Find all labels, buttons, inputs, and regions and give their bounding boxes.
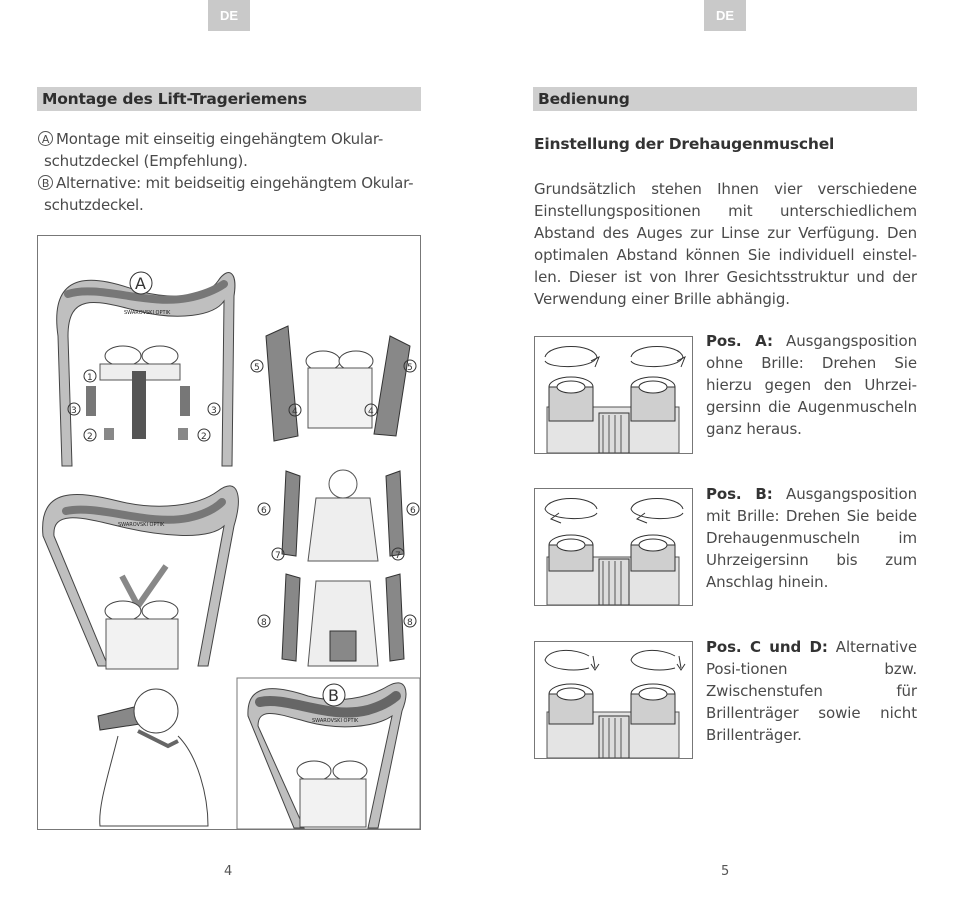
eyecup-figure-pos-cd (534, 641, 693, 759)
panel-step-6-7 (258, 464, 419, 564)
svg-text:8: 8 (407, 618, 413, 628)
marker-a: A (38, 131, 53, 146)
svg-text:2: 2 (87, 432, 93, 442)
svg-text:6: 6 (410, 506, 416, 516)
panel-a-strap-drawing (57, 272, 235, 466)
mounting-option-a-text: Montage mit einseitig eingehängtem Okular- (56, 130, 384, 148)
panel-step-8 (258, 574, 416, 666)
position-cd-text: Alternative Posi-tionen bzw. Zwischenstufen für Brillenträger sowie nicht Brillenträger. (706, 638, 917, 744)
intro-paragraph: Grundsätzlich stehen Ihnen vier verschiedene Einstellungspositionen mit unterschiedlichem Abstand des Auges zur Linse zur Verfügung. Den optimalen Abstand können Sie individuell einstel-len. Dieser ist von Ihrer Gesichtsstruktur und der Verwendung einer Brille abhängig. (534, 180, 917, 308)
svg-text:2: 2 (201, 432, 207, 442)
svg-text:7: 7 (275, 551, 281, 561)
position-b-description (706, 483, 917, 593)
svg-text:SWAROVSKI OPTIK: SWAROVSKI OPTIK (312, 718, 359, 724)
svg-text:8: 8 (261, 618, 267, 628)
eyecup-illustration-pos-cd (535, 642, 692, 758)
svg-text:3: 3 (71, 406, 77, 416)
mounting-option-b-text: Alternative: mit beidseitig eingehängtem Okular- (56, 174, 414, 192)
section-title-mounting: Montage des Lift-Trageriemens (37, 87, 421, 111)
svg-text:4: 4 (368, 407, 374, 417)
position-cd-description (706, 636, 917, 746)
position-cd-label: Pos. C und D: (706, 638, 828, 656)
mounting-option-b (38, 172, 421, 216)
svg-text:4: 4 (292, 407, 298, 417)
strap-mounting-figure (37, 235, 421, 830)
mounting-option-a-cont: schutzdeckel (Empfehlung). (44, 152, 248, 170)
panel-finished-strap (43, 486, 239, 669)
panel-person-using-binoculars (98, 689, 208, 826)
position-a-label: Pos. A: (706, 332, 773, 350)
figure-label-a: A (135, 274, 146, 293)
brand-label-a: SWAROVSKI OPTIK (124, 310, 171, 316)
position-a-text: Ausgangsposition ohne Brille: Drehen Sie hierzu gegen den Uhrzei-gersinn die Augenmuscheln ganz heraus. (706, 332, 917, 438)
svg-text:3: 3 (211, 406, 217, 416)
language-tab-right: DE (704, 0, 746, 31)
svg-text:5: 5 (407, 363, 413, 373)
eyecup-figure-pos-b (534, 488, 693, 606)
svg-text:5: 5 (254, 363, 260, 373)
mounting-option-a (38, 128, 421, 172)
strap-mounting-illustration (38, 236, 420, 829)
svg-text:7: 7 (395, 551, 401, 561)
svg-text:SWAROVSKI OPTIK: SWAROVSKI OPTIK (118, 522, 165, 528)
section-title-operation: Bedienung (533, 87, 917, 111)
panel-b (237, 678, 420, 829)
panel-step-4-5 (251, 326, 416, 441)
position-a-description (706, 330, 917, 440)
eyecup-figure-pos-a (534, 336, 693, 454)
marker-b: B (38, 175, 53, 190)
position-b-label: Pos. B: (706, 485, 773, 503)
language-tab-left: DE (208, 0, 250, 31)
svg-text:1: 1 (87, 373, 93, 383)
page-number-left: 4 (224, 864, 233, 879)
subheading-eyecup-adjustment: Einstellung der Drehaugenmuschel (534, 135, 835, 153)
eyecup-illustration-pos-a (535, 337, 692, 453)
figure-label-b: B (328, 686, 339, 705)
page-number-right: 5 (721, 864, 730, 879)
svg-text:6: 6 (261, 506, 267, 516)
eyecup-illustration-pos-b (535, 489, 692, 605)
mounting-option-b-cont: schutzdeckel. (44, 196, 144, 214)
position-b-text: Ausgangsposition mit Brille: Drehen Sie beide Drehaugenmuscheln im Uhrzeigersinn bis zum Anschlag hinein. (706, 485, 917, 591)
